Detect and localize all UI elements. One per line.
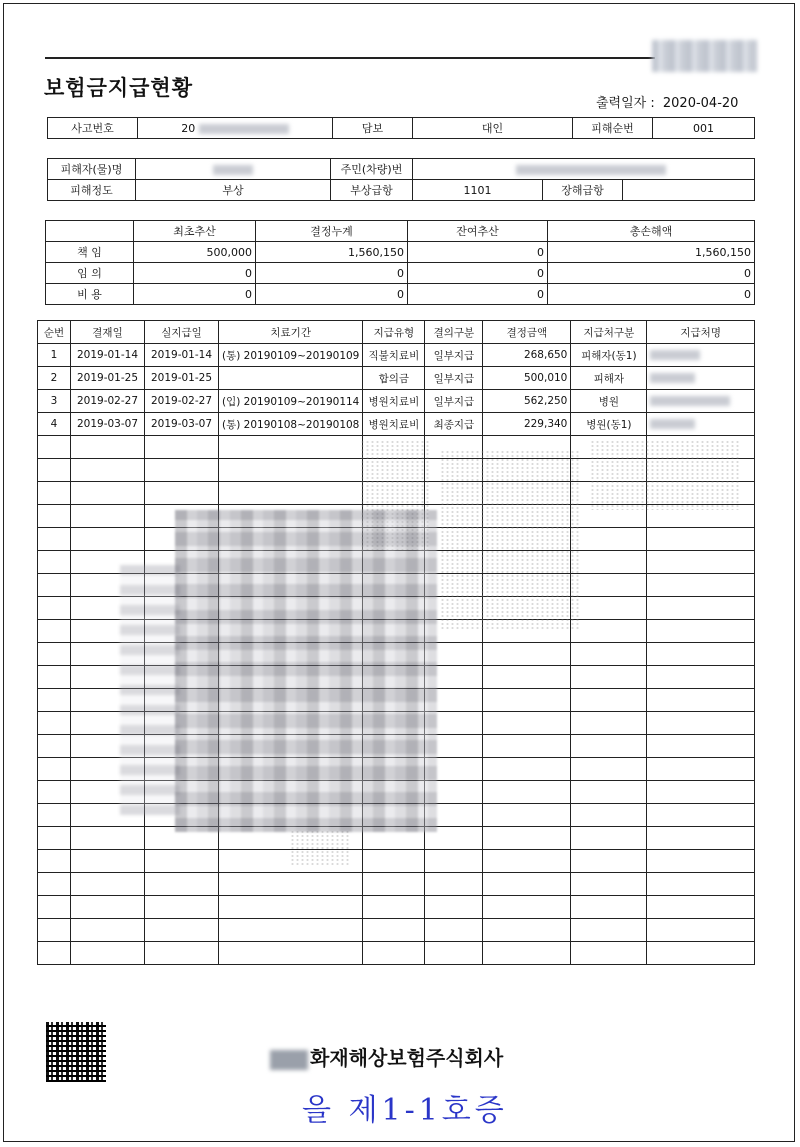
payments-header: 결재일 xyxy=(71,321,145,344)
exhibit-stamp: 을 제1-1호증 xyxy=(302,1093,508,1128)
empty-cell xyxy=(647,620,755,643)
coverage-label: 담보 xyxy=(333,118,413,139)
empty-cell xyxy=(38,781,71,804)
payment-approval-date: 2019-02-27 xyxy=(71,390,145,413)
payments-header: 실지급일 xyxy=(145,321,219,344)
empty-cell xyxy=(647,597,755,620)
empty-cell xyxy=(647,643,755,666)
payment-amount: 268,650 xyxy=(483,344,571,367)
qr-code xyxy=(46,1022,106,1082)
payment-paid-date: 2019-02-27 xyxy=(145,390,219,413)
summary-cell: 1,560,150 xyxy=(256,242,408,263)
payment-payee-name xyxy=(647,413,755,436)
empty-cell xyxy=(483,873,571,896)
accident-no-label: 사고번호 xyxy=(48,118,138,139)
empty-cell xyxy=(571,689,647,712)
empty-cell xyxy=(71,850,145,873)
scan-speckle xyxy=(290,830,350,865)
empty-cell xyxy=(38,758,71,781)
payment-payee-name xyxy=(647,390,755,413)
victim-name-label: 피해자(물)명 xyxy=(48,159,136,180)
scan-speckle xyxy=(440,450,580,630)
summary-row-label: 책 임 xyxy=(46,242,134,263)
empty-cell xyxy=(571,620,647,643)
empty-cell xyxy=(38,919,71,942)
payment-row-empty xyxy=(38,942,755,965)
empty-cell xyxy=(647,919,755,942)
payment-resolution: 일부지급 xyxy=(425,367,483,390)
empty-cell xyxy=(483,712,571,735)
empty-cell xyxy=(571,735,647,758)
summary-row-label: 비 용 xyxy=(46,284,134,305)
summary-cell: 0 xyxy=(256,284,408,305)
redacted-area xyxy=(175,510,437,832)
company-prefix-redacted xyxy=(270,1050,308,1070)
output-date xyxy=(592,92,738,111)
payment-paid-date: 2019-01-25 xyxy=(145,367,219,390)
summary-cell: 0 xyxy=(408,242,548,263)
payment-payee-type: 피해자(동1) xyxy=(571,344,647,367)
payments-header: 지급처명 xyxy=(647,321,755,344)
payment-row-empty xyxy=(38,850,755,873)
empty-cell xyxy=(38,505,71,528)
company-name xyxy=(270,1042,503,1071)
empty-cell xyxy=(145,896,219,919)
payment-type: 직불치료비 xyxy=(363,344,425,367)
payment-payee-name xyxy=(647,367,755,390)
empty-cell xyxy=(38,827,71,850)
empty-cell xyxy=(571,666,647,689)
empty-cell xyxy=(483,850,571,873)
empty-cell xyxy=(425,873,483,896)
payment-seq: 2 xyxy=(38,367,71,390)
empty-cell xyxy=(571,850,647,873)
output-date-label: 출력일자 : xyxy=(596,96,655,111)
payment-amount: 500,010 xyxy=(483,367,571,390)
empty-cell xyxy=(647,712,755,735)
damage-degree-label: 피해정도 xyxy=(48,180,136,201)
empty-cell xyxy=(38,804,71,827)
empty-cell xyxy=(647,850,755,873)
damage-degree-value: 부상 xyxy=(136,180,331,201)
victim-seq-value: 001 xyxy=(653,118,755,139)
empty-cell xyxy=(647,896,755,919)
empty-cell xyxy=(219,482,363,505)
payments-header: 순번 xyxy=(38,321,71,344)
empty-cell xyxy=(71,459,145,482)
empty-cell xyxy=(219,896,363,919)
empty-cell xyxy=(647,758,755,781)
summary-header: 결정누계 xyxy=(256,221,408,242)
payment-row-empty xyxy=(38,919,755,942)
payment-row xyxy=(38,413,755,436)
empty-cell xyxy=(219,436,363,459)
empty-cell xyxy=(38,528,71,551)
empty-cell xyxy=(647,574,755,597)
payment-amount: 562,250 xyxy=(483,390,571,413)
empty-cell xyxy=(571,827,647,850)
empty-cell xyxy=(483,735,571,758)
empty-cell xyxy=(71,482,145,505)
empty-cell xyxy=(145,436,219,459)
empty-cell xyxy=(38,482,71,505)
victim-info-table xyxy=(47,158,755,201)
payment-type: 합의금 xyxy=(363,367,425,390)
empty-cell xyxy=(571,781,647,804)
empty-cell xyxy=(363,850,425,873)
empty-cell xyxy=(571,758,647,781)
empty-cell xyxy=(363,896,425,919)
payment-row-empty xyxy=(38,896,755,919)
resident-no-label: 주민(차량)번 xyxy=(331,159,413,180)
empty-cell xyxy=(71,528,145,551)
summary-corner xyxy=(46,221,134,242)
payment-type: 병원치료비 xyxy=(363,413,425,436)
empty-cell xyxy=(483,689,571,712)
empty-cell xyxy=(71,919,145,942)
empty-cell xyxy=(219,942,363,965)
summary-cell: 0 xyxy=(256,263,408,284)
empty-cell xyxy=(647,781,755,804)
empty-cell xyxy=(647,735,755,758)
empty-cell xyxy=(38,689,71,712)
payment-period: (통) 20190108~20190108 xyxy=(219,413,363,436)
payment-period: (통) 20190109~20190109 xyxy=(219,344,363,367)
empty-cell xyxy=(38,712,71,735)
company-logo-redacted xyxy=(652,40,757,72)
empty-cell xyxy=(425,850,483,873)
empty-cell xyxy=(363,919,425,942)
empty-cell xyxy=(647,873,755,896)
payment-resolution: 일부지급 xyxy=(425,344,483,367)
empty-cell xyxy=(647,827,755,850)
empty-cell xyxy=(647,528,755,551)
payment-seq: 1 xyxy=(38,344,71,367)
payment-period xyxy=(219,367,363,390)
empty-cell xyxy=(145,459,219,482)
payment-seq: 4 xyxy=(38,413,71,436)
payment-approval-date: 2019-01-25 xyxy=(71,367,145,390)
empty-cell xyxy=(483,827,571,850)
summary-header: 총손해액 xyxy=(548,221,755,242)
empty-cell xyxy=(571,528,647,551)
empty-cell xyxy=(145,873,219,896)
empty-cell xyxy=(363,873,425,896)
disability-grade-label: 장해급항 xyxy=(543,180,623,201)
redacted-area xyxy=(120,565,180,815)
empty-cell xyxy=(38,896,71,919)
payment-resolution: 일부지급 xyxy=(425,390,483,413)
payment-period: (입) 20190109~20190114 xyxy=(219,390,363,413)
empty-cell xyxy=(71,896,145,919)
top-rule xyxy=(45,57,655,59)
payments-header: 결의구분 xyxy=(425,321,483,344)
empty-cell xyxy=(38,873,71,896)
empty-cell xyxy=(483,781,571,804)
coverage-value: 대인 xyxy=(413,118,573,139)
empty-cell xyxy=(145,482,219,505)
empty-cell xyxy=(483,919,571,942)
victim-seq-label: 피해순번 xyxy=(573,118,653,139)
empty-cell xyxy=(571,551,647,574)
empty-cell xyxy=(483,643,571,666)
summary-cell: 0 xyxy=(548,263,755,284)
empty-cell xyxy=(425,919,483,942)
payment-payee-name xyxy=(647,344,755,367)
payment-payee-type: 병원 xyxy=(571,390,647,413)
empty-cell xyxy=(219,459,363,482)
empty-cell xyxy=(38,436,71,459)
empty-cell xyxy=(425,942,483,965)
payment-row xyxy=(38,344,755,367)
payments-header: 치료기간 xyxy=(219,321,363,344)
payment-amount: 229,340 xyxy=(483,413,571,436)
company-name-text: 화재해상보험주식회사 xyxy=(310,1046,504,1070)
accident-info-table xyxy=(47,117,755,139)
disability-grade-value xyxy=(623,180,755,201)
empty-cell xyxy=(38,459,71,482)
empty-cell xyxy=(483,758,571,781)
empty-cell xyxy=(38,735,71,758)
empty-cell xyxy=(647,551,755,574)
summary-cell: 0 xyxy=(134,284,256,305)
empty-cell xyxy=(571,804,647,827)
payments-header: 지급유형 xyxy=(363,321,425,344)
summary-header: 잔여추산 xyxy=(408,221,548,242)
empty-cell xyxy=(219,919,363,942)
empty-cell xyxy=(71,505,145,528)
injury-grade-value: 1101 xyxy=(413,180,543,201)
payment-approval-date: 2019-01-14 xyxy=(71,344,145,367)
summary-header: 최초추산 xyxy=(134,221,256,242)
empty-cell xyxy=(571,896,647,919)
empty-cell xyxy=(571,712,647,735)
empty-cell xyxy=(38,643,71,666)
empty-cell xyxy=(483,942,571,965)
payment-seq: 3 xyxy=(38,390,71,413)
summary-row-label: 임 의 xyxy=(46,263,134,284)
payment-payee-type: 피해자 xyxy=(571,367,647,390)
empty-cell xyxy=(38,666,71,689)
empty-cell xyxy=(483,666,571,689)
page-title: 보험금지급현황 xyxy=(44,76,194,100)
empty-cell xyxy=(145,919,219,942)
summary-cell: 1,560,150 xyxy=(548,242,755,263)
payment-paid-date: 2019-01-14 xyxy=(145,344,219,367)
empty-cell xyxy=(647,804,755,827)
payment-row xyxy=(38,390,755,413)
empty-cell xyxy=(38,551,71,574)
empty-cell xyxy=(571,574,647,597)
summary-cell: 0 xyxy=(408,284,548,305)
empty-cell xyxy=(71,827,145,850)
empty-cell xyxy=(425,896,483,919)
summary-cell: 500,000 xyxy=(134,242,256,263)
empty-cell xyxy=(483,896,571,919)
empty-cell xyxy=(71,873,145,896)
empty-cell xyxy=(571,597,647,620)
victim-name-value xyxy=(136,159,331,180)
payment-row-empty xyxy=(38,873,755,896)
injury-grade-label: 부상급항 xyxy=(331,180,413,201)
empty-cell xyxy=(219,873,363,896)
payment-payee-type: 병원(동1) xyxy=(571,413,647,436)
summary-table xyxy=(45,220,755,305)
empty-cell xyxy=(145,850,219,873)
empty-cell xyxy=(38,620,71,643)
payment-row xyxy=(38,367,755,390)
payments-header: 지급처구분 xyxy=(571,321,647,344)
empty-cell xyxy=(571,643,647,666)
empty-cell xyxy=(71,436,145,459)
empty-cell xyxy=(647,666,755,689)
payment-approval-date: 2019-03-07 xyxy=(71,413,145,436)
scan-speckle xyxy=(590,440,740,510)
empty-cell xyxy=(571,919,647,942)
payments-header: 결정금액 xyxy=(483,321,571,344)
empty-cell xyxy=(71,942,145,965)
payment-type: 병원치료비 xyxy=(363,390,425,413)
payment-resolution: 최종지급 xyxy=(425,413,483,436)
empty-cell xyxy=(571,942,647,965)
empty-cell xyxy=(38,850,71,873)
output-date-value: 2020-04-20 xyxy=(662,96,739,111)
empty-cell xyxy=(647,942,755,965)
empty-cell xyxy=(38,942,71,965)
accident-no-value: 20 xyxy=(138,118,333,139)
empty-cell xyxy=(647,689,755,712)
empty-cell xyxy=(38,574,71,597)
empty-cell xyxy=(483,804,571,827)
empty-cell xyxy=(363,942,425,965)
payment-paid-date: 2019-03-07 xyxy=(145,413,219,436)
summary-cell: 0 xyxy=(408,263,548,284)
resident-no-value xyxy=(413,159,755,180)
empty-cell xyxy=(145,942,219,965)
empty-cell xyxy=(571,873,647,896)
summary-cell: 0 xyxy=(134,263,256,284)
summary-cell: 0 xyxy=(548,284,755,305)
empty-cell xyxy=(38,597,71,620)
